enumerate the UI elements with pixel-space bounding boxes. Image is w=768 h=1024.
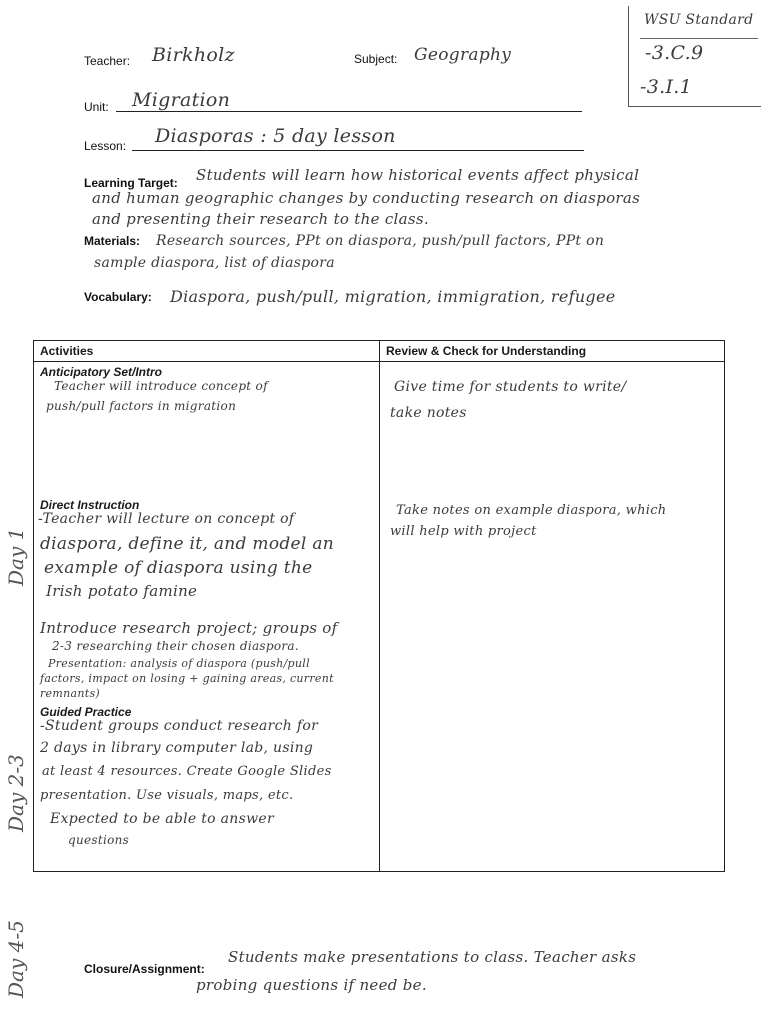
learning-target-line-1: Students will learn how historical events affect physical — [196, 166, 640, 184]
activities-column-header: Activities — [40, 344, 94, 358]
side-label-day-2-3: Day 2-3 — [4, 754, 28, 832]
standard-item-1: -3.C.9 — [645, 42, 704, 64]
materials-line-2: sample diaspora, list of diaspora — [94, 255, 335, 271]
guided-line-3: at least 4 resources. Create Google Slides — [42, 764, 332, 779]
table-column-divider — [379, 341, 380, 871]
lesson-label: Lesson: — [84, 139, 127, 153]
subject-value: Geography — [414, 45, 512, 65]
side-label-day-4-5: Day 4-5 — [4, 920, 28, 998]
direct-instruction-heading: Direct Instruction — [40, 498, 140, 512]
guided-line-1: -Student groups conduct research for — [40, 718, 319, 734]
teacher-value: Birkholz — [152, 44, 235, 66]
materials-line-1: Research sources, PPt on diaspora, push/pull factors, PPt on — [156, 233, 605, 249]
standard-item-2: -3.I.1 — [640, 76, 692, 98]
guided-line-6: questions — [68, 833, 130, 847]
unit-value: Migration — [132, 89, 231, 111]
materials-label: Materials: — [84, 234, 141, 248]
direct-line-2: diaspora, define it, and model an — [40, 534, 335, 554]
anticipatory-review-line-1: Give time for students to write/ — [394, 379, 627, 395]
direct-line-1: -Teacher will lecture on concept of — [38, 511, 295, 527]
lesson-value: Diasporas : 5 day lesson — [155, 125, 396, 147]
vocabulary-value: Diaspora, push/pull, migration, immigration, refugee — [170, 287, 616, 306]
direct-line-4: Irish potato famine — [46, 582, 198, 600]
teacher-label: Teacher: — [84, 54, 131, 68]
anticipatory-review-line-2: take notes — [390, 405, 467, 421]
direct-review-line-2: will help with project — [390, 524, 537, 539]
unit-underline — [116, 111, 582, 112]
standards-title: WSU Standard — [644, 12, 754, 28]
guided-practice-heading: Guided Practice — [40, 705, 132, 719]
research-line-3: Presentation: analysis of diaspora (push/pull — [48, 657, 310, 670]
learning-target-label: Learning Target: — [84, 176, 178, 190]
direct-line-3: example of diaspora using the — [44, 558, 313, 578]
unit-label: Unit: — [84, 100, 109, 114]
subject-label: Subject: — [354, 52, 398, 66]
learning-target-line-2: and human geographic changes by conducting research on diasporas — [92, 189, 641, 207]
lesson-underline — [132, 150, 584, 151]
side-label-day-1: Day 1 — [4, 527, 28, 586]
direct-review-line-1: Take notes on example diaspora, which — [396, 503, 667, 518]
closure-line-1: Students make presentations to class. Teacher asks — [228, 948, 637, 966]
activities-table — [33, 340, 725, 872]
closure-line-2: probing questions if need be. — [196, 976, 427, 994]
learning-target-line-3: and presenting their research to the class. — [92, 210, 429, 228]
standards-underline — [640, 38, 758, 39]
guided-line-5: Expected to be able to answer — [50, 811, 274, 827]
research-line-5: remnants) — [40, 687, 100, 700]
anticipatory-heading: Anticipatory Set/Intro — [40, 365, 163, 379]
closure-label: Closure/Assignment: — [84, 962, 205, 976]
anticipatory-line-1: Teacher will introduce concept of — [54, 379, 268, 393]
research-line-4: factors, impact on losing + gaining areas, current — [40, 672, 334, 685]
vocabulary-label: Vocabulary: — [84, 290, 152, 304]
research-line-1: Introduce research project; groups of — [40, 619, 338, 637]
guided-line-2: 2 days in library computer lab, using — [40, 740, 314, 756]
guided-line-4: presentation. Use visuals, maps, etc. — [40, 788, 294, 803]
review-column-header: Review & Check for Understanding — [386, 344, 587, 358]
anticipatory-line-2: push/pull factors in migration — [46, 399, 237, 413]
research-line-2: 2-3 researching their chosen diaspora. — [52, 639, 299, 653]
